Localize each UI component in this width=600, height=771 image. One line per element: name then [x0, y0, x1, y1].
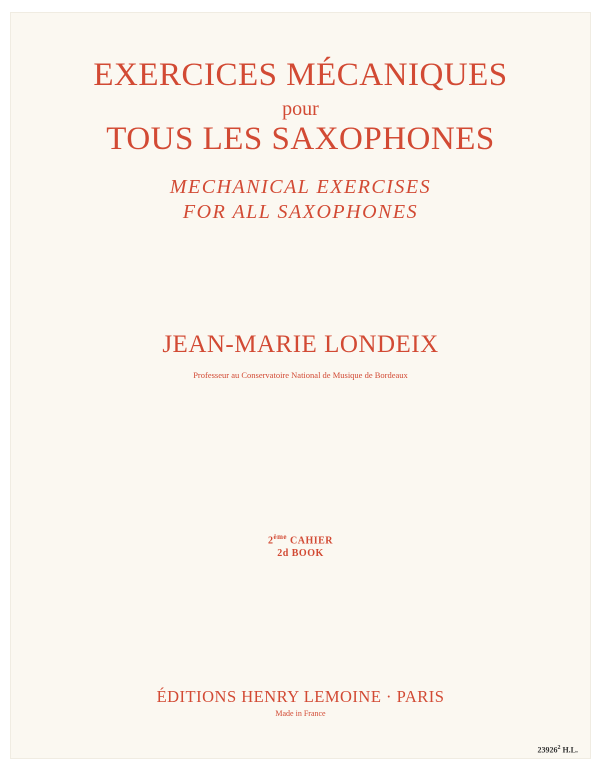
author-name: JEAN-MARIE LONDEIX	[162, 331, 439, 358]
title-french: EXERCICES MÉCANIQUES	[93, 57, 508, 93]
catalog-number	[537, 745, 578, 755]
catalog-number-sup: 2	[557, 745, 561, 751]
book-number-english: 2d BOOK	[277, 548, 324, 559]
sheet-music-cover	[11, 13, 590, 758]
book-fr-label: CAHIER	[287, 535, 334, 547]
book-number-french	[11, 533, 590, 546]
title-english-line1: MECHANICAL EXERCISES	[169, 176, 432, 198]
title-connector: pour	[282, 98, 319, 120]
title-english-line2: FOR ALL SAXOPHONES	[182, 201, 419, 223]
publisher-name: ÉDITIONS HENRY LEMOINE · PARIS	[156, 687, 445, 706]
book-fr-suffix: ème	[273, 533, 288, 541]
catalog-number-main: 23926	[537, 745, 558, 755]
author-affiliation: Professeur au Conservatoire National de Musique de Bordeaux	[193, 370, 408, 380]
made-in-label: Made in France	[275, 709, 326, 718]
catalog-number-suffix: H.L.	[560, 745, 578, 755]
book-fr-number: 2	[267, 535, 274, 547]
subtitle-french: TOUS LES SAXOPHONES	[106, 121, 495, 157]
